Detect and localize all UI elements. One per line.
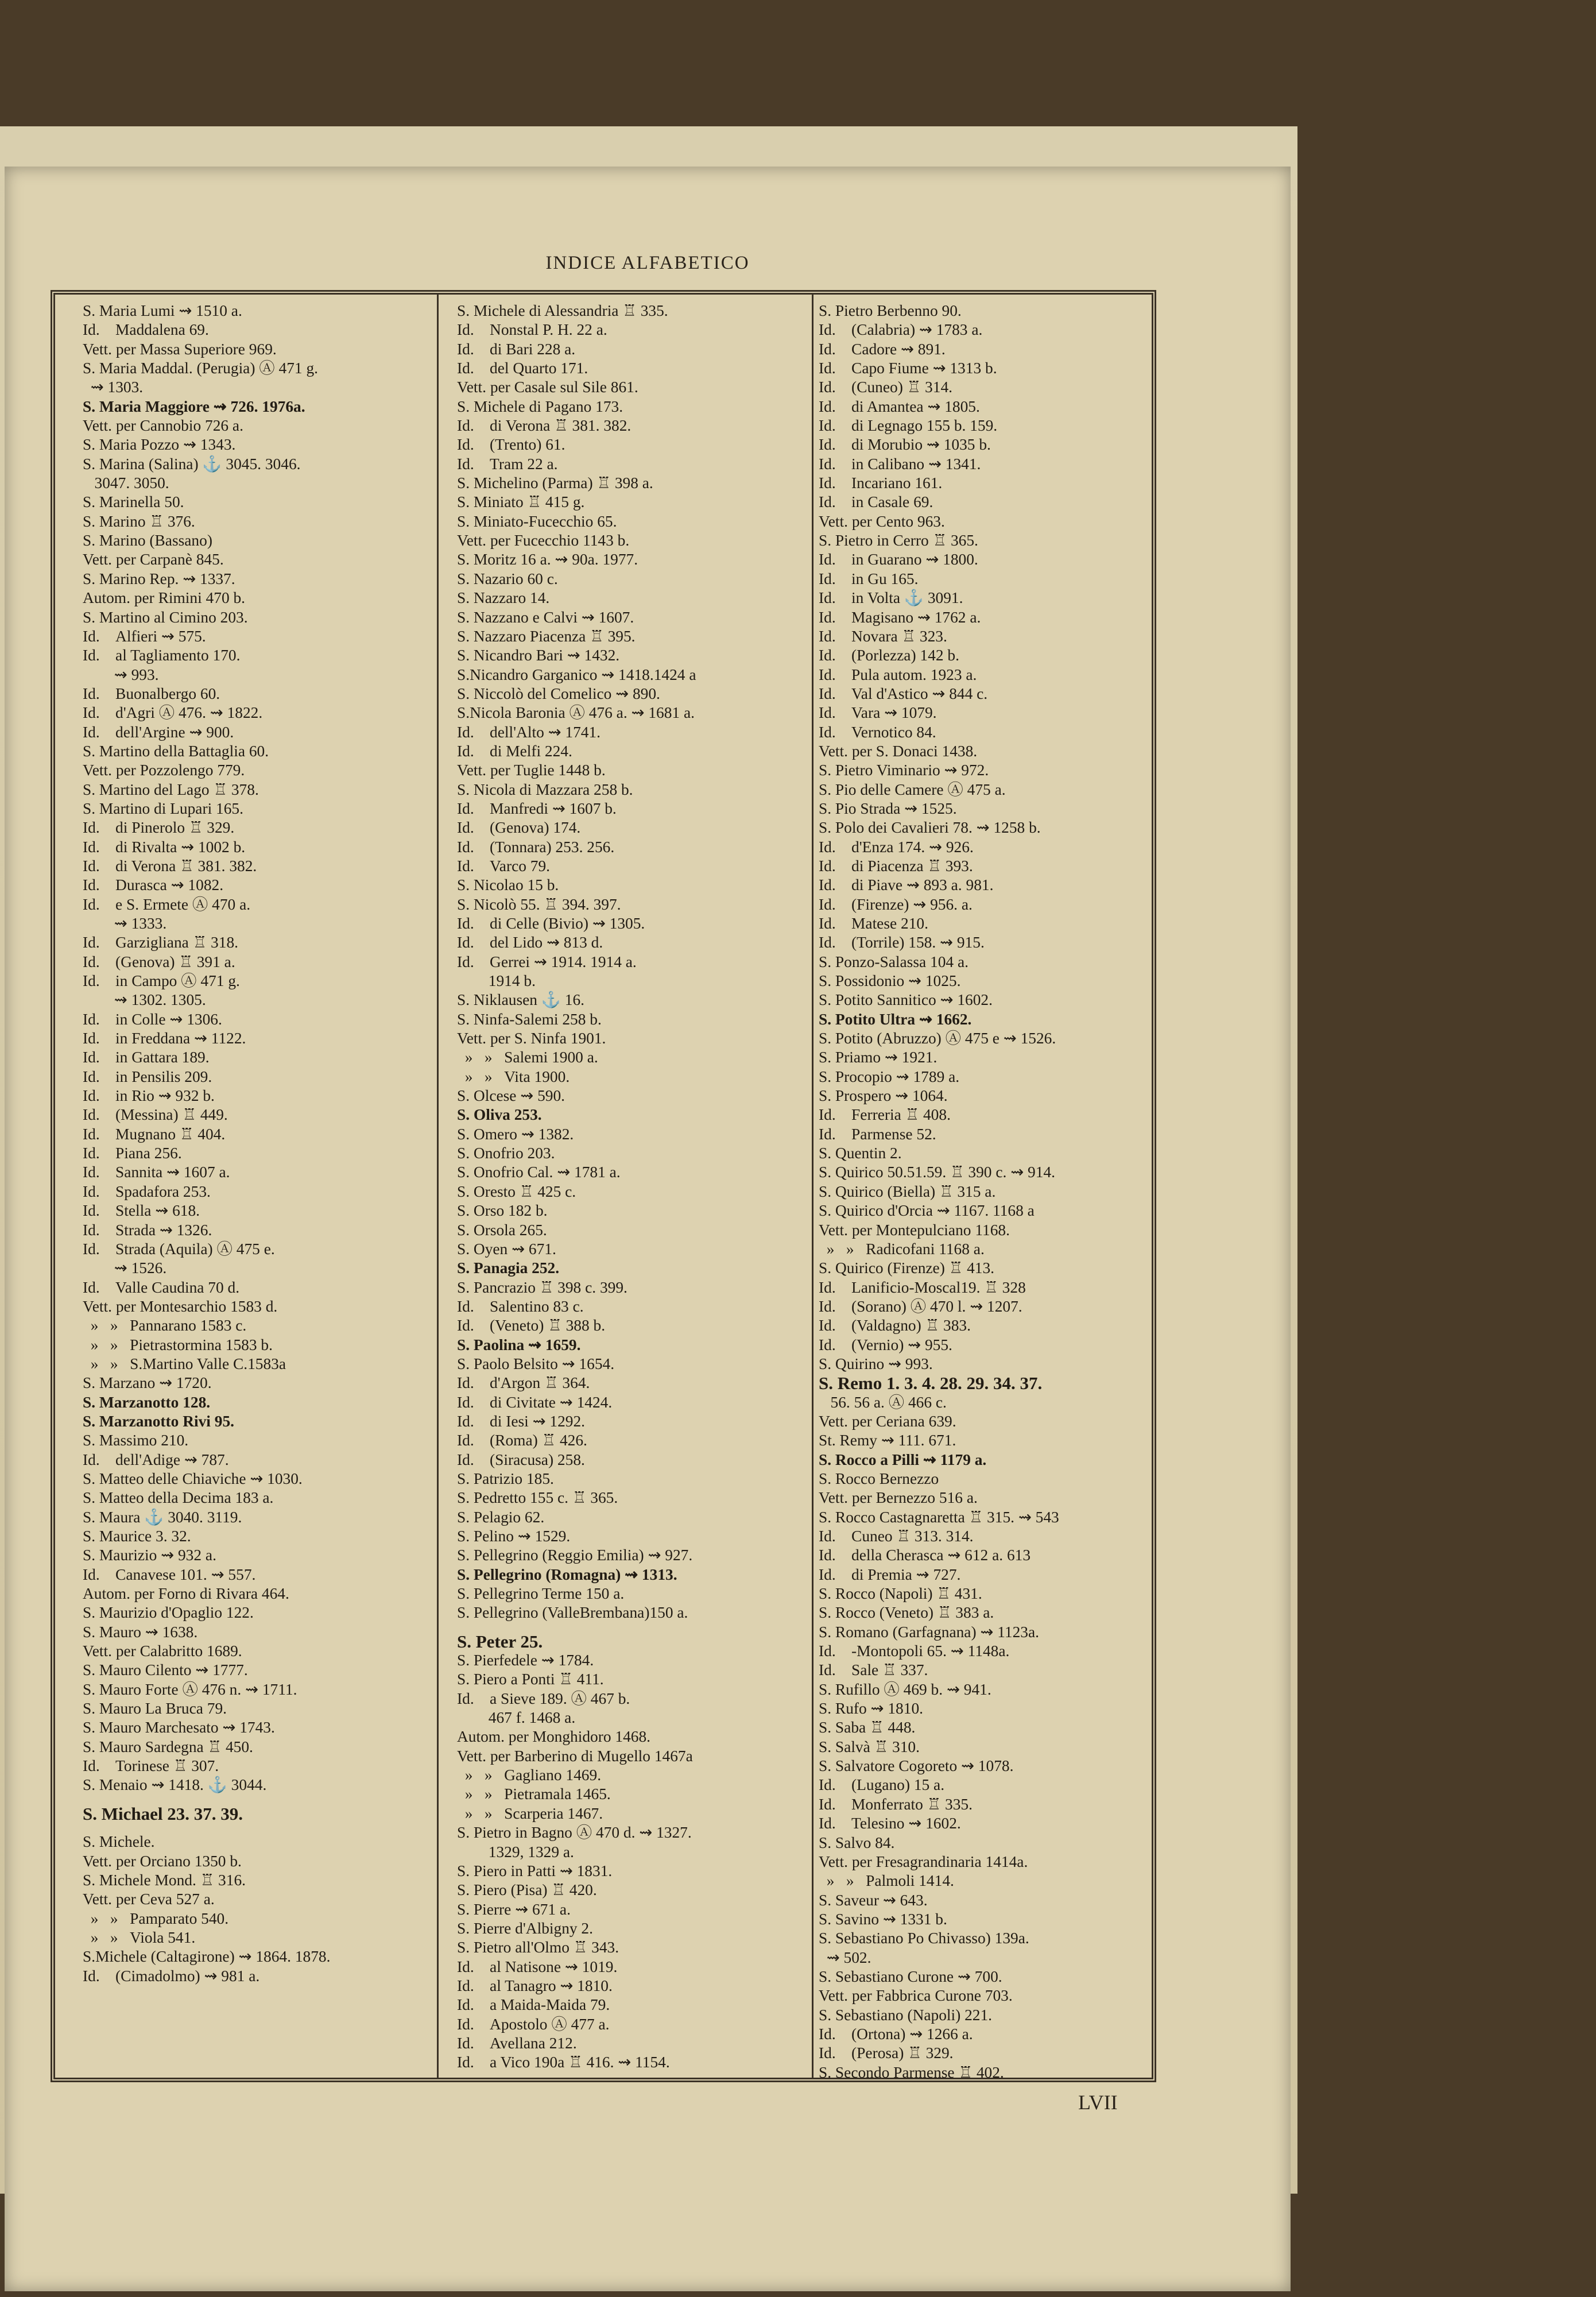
index-entry: Id. Pula autom. 1923 a.: [819, 666, 977, 683]
index-entry: S. Martino della Battaglia 60.: [83, 742, 269, 760]
index-entry: S. Paolina ⇝ 1659.: [457, 1336, 581, 1354]
index-entry: S. Quirico d'Orcia ⇝ 1167. 1168 a: [819, 1202, 1035, 1220]
index-entry: S. Quirino ⇝ 993.: [819, 1355, 933, 1372]
index-entry: S. Martino di Lupari 165.: [83, 799, 243, 817]
index-entry: Vett. per Pozzolengo 779.: [83, 761, 245, 779]
index-entry: » » Pietrastormina 1583 b.: [83, 1336, 273, 1354]
index-entry: Id. Strada ⇝ 1326.: [83, 1221, 212, 1239]
index-entry: Vett. per S. Donaci 1438.: [819, 742, 978, 760]
index-entry: S. Piero in Patti ⇝ 1831.: [457, 1862, 613, 1880]
index-entry: Id. di Piave ⇝ 893 a. 981.: [819, 876, 994, 894]
index-entry: Id. di Verona ♖ 381. 382.: [457, 417, 632, 435]
index-entry: S. Sebastiano Curone ⇝ 700.: [819, 1967, 1002, 1985]
index-entry: S. Marzanotto 128.: [83, 1393, 211, 1411]
index-entry: Id. Gerrei ⇝ 1914. 1914 a.: [457, 953, 637, 970]
index-entry: Id. della Cherasca ⇝ 612 a. 613: [819, 1546, 1031, 1564]
index-entry: » » Scarperia 1467.: [457, 1804, 603, 1822]
index-entry: S. Orsola 265.: [457, 1221, 547, 1239]
index-entry: S. Nicolò 55. ♖ 394. 397.: [457, 895, 621, 913]
index-entry: S. Salvo 84.: [819, 1834, 895, 1851]
index-entry: Id. Garzigliana ♖ 318.: [83, 934, 238, 952]
index-entry: S. Moritz 16 a. ⇝ 90a. 1977.: [457, 551, 638, 569]
index-entry: Id. Maddalena 69.: [83, 321, 209, 339]
index-entry: S. Pellegrino (ValleBrembana)150 a.: [457, 1604, 688, 1622]
index-entry: S. Niccolò del Comelico ⇝ 890.: [457, 685, 660, 702]
index-entry: Id. in Campo Ⓐ 471 g.: [83, 972, 240, 990]
book-page: [5, 167, 1291, 2291]
index-entry: S. Michelino (Parma) ♖ 398 a.: [457, 474, 653, 492]
index-entry: Id. Canavese 101. ⇝ 557.: [83, 1565, 256, 1583]
index-entry: ⇝ 1302. 1305.: [83, 991, 206, 1009]
index-entry: S. Michele.: [83, 1833, 155, 1851]
index-entry: Vett. per S. Ninfa 1901.: [457, 1030, 606, 1047]
index-entry: Autom. per Forno di Rivara 464.: [83, 1585, 289, 1603]
index-entry: S. Michael 23. 37. 39.: [83, 1803, 243, 1824]
index-entry: Id. del Lido ⇝ 813 d.: [457, 934, 603, 952]
index-entry: S. Ponzo-Salassa 104 a.: [819, 953, 969, 970]
index-entry: Id. Lanificio-Moscal19. ♖ 328: [819, 1278, 1026, 1296]
index-entry: Id. a Vico 190a ♖ 416. ⇝ 1154.: [457, 2054, 670, 2071]
index-entry: S. Pierre ⇝ 671 a.: [457, 1900, 571, 1918]
index-entry: Vett. per Ceva 527 a.: [83, 1890, 215, 1908]
index-entry: Id. a Sieve 189. Ⓐ 467 b.: [457, 1689, 630, 1707]
index-entry: Id. a Maida-Maida 79.: [457, 1996, 610, 2014]
index-entry: S. Piero (Pisa) ♖ 420.: [457, 1881, 597, 1899]
page-number: LVII: [1078, 2091, 1118, 2114]
index-entry: Id. Ferreria ♖ 408.: [819, 1106, 951, 1124]
index-entry: Autom. per Monghidoro 1468.: [457, 1728, 651, 1746]
index-entry: Id. dell'Alto ⇝ 1741.: [457, 723, 601, 741]
index-entry: » » Pietramala 1465.: [457, 1785, 611, 1803]
page-header: INDICE ALFABETICO: [545, 253, 750, 273]
index-entry: S. Potito (Abruzzo) Ⓐ 475 e ⇝ 1526.: [819, 1030, 1056, 1047]
index-entry: Id. Spadafora 253.: [83, 1182, 211, 1200]
index-entry: Id. (Vernio) ⇝ 955.: [819, 1336, 952, 1354]
index-entry: Vett. per Orciano 1350 b.: [83, 1852, 242, 1870]
index-entry: Vett. per Fresagrandinaria 1414a.: [819, 1853, 1028, 1870]
index-entry: Id. Matese 210.: [819, 915, 928, 932]
index-entry: S. Pietro Berbenno 90.: [819, 302, 962, 319]
index-entry: S. Secondo Parmense ♖ 402.: [819, 2063, 1004, 2081]
index-entry: Id. Cuneo ♖ 313. 314.: [819, 1528, 974, 1545]
index-entry: S. Matteo della Decima 183 a.: [83, 1489, 274, 1507]
index-entry: S. Pietro Viminario ⇝ 972.: [819, 761, 989, 779]
index-entry: Id. (Ortona) ⇝ 1266 a.: [819, 2025, 973, 2043]
index-entry: Id. del Quarto 171.: [457, 359, 588, 377]
index-entry: » » Pamparato 540.: [83, 1909, 229, 1927]
index-entry: S. Nicolao 15 b.: [457, 876, 559, 894]
index-entry: » » Salemi 1900 a.: [457, 1049, 598, 1066]
index-entry: » » Pannarano 1583 c.: [83, 1317, 247, 1335]
index-entry: S. Pelino ⇝ 1529.: [457, 1528, 571, 1545]
index-entry: S. Prospero ⇝ 1064.: [819, 1087, 948, 1105]
index-column-1: [83, 301, 427, 2072]
index-entry: Id. Cadore ⇝ 891.: [819, 340, 946, 358]
index-entry: Vett. per Casale sul Sile 861.: [457, 378, 638, 396]
index-entry: 1329, 1329 a.: [457, 1843, 574, 1861]
index-entry: Id. dell'Argine ⇝ 900.: [83, 723, 234, 741]
index-entry: 56. 56 a. Ⓐ 466 c.: [819, 1393, 947, 1411]
index-entry: Id. Capo Fiume ⇝ 1313 b.: [819, 359, 997, 377]
index-entry: Id. di Legnago 155 b. 159.: [819, 417, 998, 435]
index-entry: Id. di Rivalta ⇝ 1002 b.: [83, 838, 246, 856]
index-entry: Id. Val d'Astico ⇝ 844 c.: [819, 685, 988, 702]
index-entry: S. Pelagio 62.: [457, 1508, 545, 1526]
index-entry: S. Potito Ultra ⇝ 1662.: [819, 1010, 972, 1028]
index-entry: Id. di Verona ♖ 381. 382.: [83, 857, 257, 875]
index-entry: S. Pio delle Camere Ⓐ 475 a.: [819, 780, 1006, 798]
index-entry: Id. di Morubio ⇝ 1035 b.: [819, 436, 991, 454]
index-entry: Id. (Porlezza) 142 b.: [819, 647, 959, 664]
index-entry: Id. (Cuneo) ♖ 314.: [819, 378, 952, 396]
index-entry: S. Mauro La Bruca 79.: [83, 1700, 227, 1718]
index-entry: S. Pellegrino Terme 150 a.: [457, 1585, 625, 1603]
index-frame: [51, 290, 1156, 2082]
index-entry: S. Nicola di Mazzara 258 b.: [457, 780, 633, 798]
index-entry: S. Pietro in Cerro ♖ 365.: [819, 532, 978, 550]
index-entry: S. Pietro all'Olmo ♖ 343.: [457, 1939, 619, 1956]
index-entry: S. Maurizio ⇝ 932 a.: [83, 1546, 216, 1564]
index-entry: S. Oresto ♖ 425 c.: [457, 1182, 576, 1200]
index-entry: S. Potito Sannitico ⇝ 1602.: [819, 991, 993, 1009]
index-entry: S. Rufo ⇝ 1810.: [819, 1700, 923, 1718]
index-entry: S. Maria Maggiore ⇝ 726. 1976a.: [83, 397, 305, 415]
index-entry: S. Rocco Castagnaretta ♖ 315. ⇝ 543: [819, 1508, 1059, 1526]
index-entry: S. Niklausen ⚓ 16.: [457, 991, 585, 1009]
index-entry: Id. (Roma) ♖ 426.: [457, 1432, 587, 1449]
index-entry: Id. Novara ♖ 323.: [819, 627, 947, 645]
index-entry: Vett. per Montepulciano 1168.: [819, 1221, 1010, 1239]
index-entry: S. Maria Pozzo ⇝ 1343.: [83, 436, 236, 454]
index-column-2: [457, 301, 813, 2072]
index-entry: Id. e S. Ermete Ⓐ 470 a.: [83, 895, 251, 913]
index-entry: S. Pierre d'Albigny 2.: [457, 1919, 593, 1937]
index-entry: Id. di Iesi ⇝ 1292.: [457, 1412, 586, 1430]
index-entry: S. Nazzaro Piacenza ♖ 395.: [457, 627, 636, 645]
index-entry: Vett. per Carpanè 845.: [83, 551, 224, 569]
index-entry: S.Michele (Caltagirone) ⇝ 1864. 1878.: [83, 1948, 331, 1966]
index-entry: S. Onofrio Cal. ⇝ 1781 a.: [457, 1163, 621, 1181]
index-entry: Id. Varco 79.: [457, 857, 551, 875]
index-entry: S. Pellegrino (Romagna) ⇝ 1313.: [457, 1565, 677, 1583]
index-entry: Id. Parmense 52.: [819, 1125, 936, 1143]
index-entry: » » Viola 541.: [83, 1928, 196, 1946]
index-entry: S. Maurice 3. 32.: [83, 1528, 191, 1545]
index-entry: S. Salvà ♖ 310.: [819, 1738, 920, 1755]
index-entry: Id. in Colle ⇝ 1306.: [83, 1010, 222, 1028]
index-entry: Id. (Genova) 174.: [457, 819, 581, 837]
index-entry: S. Romano (Garfagnana) ⇝ 1123a.: [819, 1623, 1039, 1641]
index-entry: Id. in Casale 69.: [819, 493, 933, 511]
index-entry: S. Peter 25.: [457, 1631, 543, 1652]
index-entry: ⇝ 993.: [83, 666, 159, 683]
index-entry: S. Panagia 252.: [457, 1259, 560, 1277]
index-entry: S. Mauro Sardegna ♖ 450.: [83, 1738, 253, 1755]
index-entry: Id. d'Argon ♖ 364.: [457, 1374, 590, 1392]
index-entry: Id. in Guarano ⇝ 1800.: [819, 551, 978, 569]
spacer: [83, 1795, 427, 1804]
index-entry: Vett. per Calabritto 1689.: [83, 1642, 242, 1660]
index-column-3: [819, 301, 1152, 2081]
index-entry: S. Matteo delle Chiaviche ⇝ 1030.: [83, 1470, 303, 1487]
index-entry: Id. in Volta ⚓ 3091.: [819, 589, 963, 607]
index-entry: Id. (Trento) 61.: [457, 436, 565, 454]
index-entry: Id. (Messina) ♖ 449.: [83, 1106, 228, 1124]
index-entry: S. Olcese ⇝ 590.: [457, 1087, 565, 1105]
index-entry: S. Marino (Bassano): [83, 532, 212, 550]
index-entry: S. Nazario 60 c.: [457, 570, 558, 587]
index-entry: S. Nazzano e Calvi ⇝ 1607.: [457, 608, 634, 626]
index-entry: S. Quirico (Biella) ♖ 315 a.: [819, 1182, 996, 1200]
index-entry: S. Maurizio d'Opaglio 122.: [83, 1604, 254, 1622]
index-entry: Id. Apostolo Ⓐ 477 a.: [457, 2015, 610, 2033]
index-entry: Id. Incariano 161.: [819, 474, 943, 492]
index-entry: Vett. per Bernezzo 516 a.: [819, 1489, 978, 1507]
index-entry: Id. al Tagliamento 170.: [83, 647, 241, 664]
index-entry: S. Nicandro Bari ⇝ 1432.: [457, 647, 620, 664]
index-entry: Id. Durasca ⇝ 1082.: [83, 876, 224, 894]
index-entry: S. Quentin 2.: [819, 1144, 902, 1162]
index-entry: S. Remo 1. 3. 4. 28. 29. 34. 37.: [819, 1373, 1043, 1394]
index-entry: S. Pio Strada ⇝ 1525.: [819, 799, 957, 817]
index-entry: » » S.Martino Valle C.1583a: [83, 1355, 286, 1372]
index-entry: S. Rufillo Ⓐ 469 b. ⇝ 941.: [819, 1680, 991, 1698]
index-entry: Id. (Perosa) ♖ 329.: [819, 2044, 954, 2062]
index-entry: S. Marino ♖ 376.: [83, 512, 195, 530]
index-entry: S. Rocco (Napoli) ♖ 431.: [819, 1585, 982, 1603]
index-entry: S. Maura ⚓ 3040. 3119.: [83, 1508, 242, 1526]
index-entry: S. Martino al Cimino 203.: [83, 608, 248, 626]
index-entry: S. Salvatore Cogoreto ⇝ 1078.: [819, 1757, 1014, 1775]
index-entry: S. Michele Mond. ♖ 316.: [83, 1871, 246, 1889]
index-entry: Id. in Pensilis 209.: [83, 1068, 212, 1085]
index-entry: S. Marina (Salina) ⚓ 3045. 3046.: [83, 455, 301, 473]
index-entry: Id. (Tonnara) 253. 256.: [457, 838, 615, 856]
index-entry: S. Saveur ⇝ 643.: [819, 1891, 928, 1909]
index-entry: » » Vita 1900.: [457, 1068, 570, 1085]
index-entry: Id. (Calabria) ⇝ 1783 a.: [819, 321, 983, 339]
index-entry: » » Gagliano 1469.: [457, 1766, 602, 1784]
index-entry: S. Saba ♖ 448.: [819, 1719, 916, 1737]
index-entry: Vett. per Massa Superiore 969.: [83, 340, 277, 358]
index-entry: Vett. per Ceriana 639.: [819, 1412, 956, 1430]
index-entry: Vett. per Cannobio 726 a.: [83, 417, 243, 435]
index-entry: S. Mauro ⇝ 1638.: [83, 1623, 198, 1641]
column-separator: [812, 295, 814, 2078]
index-entry: Id. di Piacenza ♖ 393.: [819, 857, 973, 875]
index-entry: S. Sebastiano Po Chivasso) 139a.: [819, 1929, 1029, 1947]
index-entry: Id. (Valdagno) ♖ 383.: [819, 1317, 971, 1335]
spacer: [83, 1823, 427, 1832]
index-entry: S. Paolo Belsito ⇝ 1654.: [457, 1355, 615, 1372]
index-entry: S. Mauro Forte Ⓐ 476 n. ⇝ 1711.: [83, 1680, 297, 1698]
index-entry: Id. (Siracusa) 258.: [457, 1451, 585, 1468]
index-entry: Id. Nonstal P. H. 22 a.: [457, 321, 607, 339]
index-entry: Id. di Amantea ⇝ 1805.: [819, 397, 980, 415]
index-entry: Id. -Montopoli 65. ⇝ 1148a.: [819, 1642, 1010, 1660]
index-entry: S. Marzano ⇝ 1720.: [83, 1374, 212, 1392]
index-entry: Id. Torinese ♖ 307.: [83, 1757, 219, 1775]
index-entry: ⇝ 1333.: [83, 915, 167, 932]
index-entry: Id. Manfredi ⇝ 1607 b.: [457, 799, 617, 817]
index-entry: S. Marzanotto Rivi 95.: [83, 1412, 234, 1430]
index-entry: S. Savino ⇝ 1331 b.: [819, 1910, 947, 1928]
index-entry: S.Nicola Baronia Ⓐ 476 a. ⇝ 1681 a.: [457, 704, 695, 722]
index-entry: Id. Avellana 212.: [457, 2034, 577, 2052]
index-entry: Id. (Cimadolmo) ⇝ 981 a.: [83, 1967, 260, 1985]
index-entry: S. Quirico 50.51.59. ♖ 390 c. ⇝ 914.: [819, 1163, 1055, 1181]
index-entry: Id. di Bari 228 a.: [457, 340, 576, 358]
index-entry: Vett. per Montesarchio 1583 d.: [83, 1297, 278, 1315]
index-entry: 467 f. 1468 a.: [457, 1709, 576, 1727]
index-entry: Id. Stella ⇝ 618.: [83, 1202, 200, 1220]
index-entry: Id. (Torrile) 158. ⇝ 915.: [819, 934, 985, 952]
index-entry: Id. in Rio ⇝ 932 b.: [83, 1087, 215, 1105]
index-entry: Id. in Freddana ⇝ 1122.: [83, 1030, 246, 1047]
index-entry: S. Maria Maddal. (Perugia) Ⓐ 471 g.: [83, 359, 319, 377]
index-entry: Id. d'Enza 174. ⇝ 926.: [819, 838, 974, 856]
index-entry: 1914 b.: [457, 972, 536, 990]
index-entry: Id. al Natisone ⇝ 1019.: [457, 1958, 618, 1975]
index-entry: Vett. per Barberino di Mugello 1467a: [457, 1747, 693, 1765]
index-entry: S. Oliva 253.: [457, 1106, 542, 1124]
index-entry: Id. Strada (Aquila) Ⓐ 475 e.: [83, 1240, 275, 1258]
index-entry: S. Marino Rep. ⇝ 1337.: [83, 570, 235, 587]
spacer: [457, 1623, 813, 1632]
index-entry: Vett. per Fucecchio 1143 b.: [457, 532, 630, 550]
index-entry: S. Nazzaro 14.: [457, 589, 550, 607]
index-entry: Id. di Premia ⇝ 727.: [819, 1565, 961, 1583]
index-entry: Autom. per Rimini 470 b.: [83, 589, 246, 607]
index-entry: S. Rocco Bernezzo: [819, 1470, 939, 1487]
index-entry: Id. Alfieri ⇝ 575.: [83, 627, 206, 645]
index-entry: Id. Magisano ⇝ 1762 a.: [819, 608, 981, 626]
index-entry: S. Patrizio 185.: [457, 1470, 554, 1487]
index-entry: ⇝ 502.: [819, 1948, 871, 1966]
index-entry: S.Nicandro Garganico ⇝ 1418.1424 a: [457, 666, 696, 683]
index-entry: Id. Monferrato ♖ 335.: [819, 1795, 973, 1813]
index-entry: Id. Mugnano ♖ 404.: [83, 1125, 226, 1143]
index-entry: S. Omero ⇝ 1382.: [457, 1125, 574, 1143]
index-entry: S. Pierfedele ⇝ 1784.: [457, 1652, 594, 1669]
index-entry: Id. Telesino ⇝ 1602.: [819, 1815, 961, 1832]
index-entry: Id. di Pinerolo ♖ 329.: [83, 819, 235, 837]
index-entry: Id. Buonalbergo 60.: [83, 685, 220, 702]
index-entry: S. Miniato ♖ 415 g.: [457, 493, 585, 511]
index-entry: Id. Sale ♖ 337.: [819, 1661, 928, 1679]
index-entry: S. Polo dei Cavalieri 78. ⇝ 1258 b.: [819, 819, 1041, 837]
index-entry: » » Palmoli 1414.: [819, 1872, 954, 1890]
index-entry: Id. di Civitate ⇝ 1424.: [457, 1393, 613, 1411]
index-entry: Id. Tram 22 a.: [457, 455, 558, 473]
index-entry: S. Rocco (Veneto) ♖ 383 a.: [819, 1604, 994, 1622]
index-entry: Id. (Lugano) 15 a.: [819, 1776, 945, 1794]
index-entry: Id. Valle Caudina 70 d.: [83, 1278, 240, 1296]
index-entry: Vett. per Cento 963.: [819, 512, 945, 530]
index-entry: S. Miniato-Fucecchio 65.: [457, 512, 617, 530]
index-entry: S. Quirico (Firenze) ♖ 413.: [819, 1259, 995, 1277]
index-entry: Id. Sannita ⇝ 1607 a.: [83, 1163, 230, 1181]
index-entry: S. Sebastiano (Napoli) 221.: [819, 2006, 993, 2024]
index-entry: » » Radicofani 1168 a.: [819, 1240, 985, 1258]
index-entry: Id. (Veneto) ♖ 388 b.: [457, 1317, 606, 1335]
index-entry: S. Mauro Marchesato ⇝ 1743.: [83, 1719, 275, 1737]
column-separator: [437, 295, 439, 2078]
index-entry: Id. in Calibano ⇝ 1341.: [819, 455, 981, 473]
index-entry: S. Ninfa-Salemi 258 b.: [457, 1010, 602, 1028]
index-entry: S. Procopio ⇝ 1789 a.: [819, 1068, 960, 1085]
index-entry: S. Menaio ⇝ 1418. ⚓ 3044.: [83, 1776, 267, 1794]
index-entry: Id. (Genova) ♖ 391 a.: [83, 953, 235, 970]
index-entry: S. Priamo ⇝ 1921.: [819, 1049, 938, 1066]
index-entry: S. Massimo 210.: [83, 1432, 189, 1449]
index-entry: S. Piero a Ponti ♖ 411.: [457, 1670, 604, 1688]
index-entry: Id. Vernotico 84.: [819, 723, 936, 741]
index-entry: St. Remy ⇝ 111. 671.: [819, 1432, 956, 1449]
index-entry: ⇝ 1303.: [83, 378, 144, 396]
index-entry: S. Rocco a Pilli ⇝ 1179 a.: [819, 1451, 987, 1468]
index-entry: Vett. per Tuglie 1448 b.: [457, 761, 606, 779]
index-entry: S. Michele di Alessandria ♖ 335.: [457, 302, 668, 319]
index-entry: Id. Piana 256.: [83, 1144, 182, 1162]
index-entry: Id. Salentino 83 c.: [457, 1297, 584, 1315]
index-entry: Id. al Tanagro ⇝ 1810.: [457, 1977, 613, 1994]
index-entry: S. Pedretto 155 c. ♖ 365.: [457, 1489, 618, 1507]
index-entry: S. Possidonio ⇝ 1025.: [819, 972, 961, 990]
index-entry: Id. (Firenze) ⇝ 956. a.: [819, 895, 973, 913]
index-entry: Id. Vara ⇝ 1079.: [819, 704, 937, 722]
index-entry: S. Marinella 50.: [83, 493, 184, 511]
index-entry: Id. (Sorano) Ⓐ 470 l. ⇝ 1207.: [819, 1297, 1022, 1315]
index-entry: S. Pellegrino (Reggio Emilia) ⇝ 927.: [457, 1546, 693, 1564]
index-entry: Id. dell'Adige ⇝ 787.: [83, 1451, 229, 1468]
index-entry: ⇝ 1526.: [83, 1259, 167, 1277]
index-entry: Id. di Celle (Bivio) ⇝ 1305.: [457, 915, 645, 932]
index-entry: Id. in Gu 165.: [819, 570, 919, 587]
index-entry: 3047. 3050.: [83, 474, 169, 492]
index-entry: S. Pancrazio ♖ 398 c. 399.: [457, 1278, 627, 1296]
index-entry: S. Oyen ⇝ 671.: [457, 1240, 556, 1258]
index-entry: S. Martino del Lago ♖ 378.: [83, 780, 259, 798]
index-entry: Id. d'Agri Ⓐ 476. ⇝ 1822.: [83, 704, 263, 722]
index-entry: Id. di Melfi 224.: [457, 742, 572, 760]
index-entry: S. Michele di Pagano 173.: [457, 397, 623, 415]
index-entry: S. Mauro Cilento ⇝ 1777.: [83, 1661, 248, 1679]
index-entry: S. Maria Lumi ⇝ 1510 a.: [83, 302, 242, 319]
index-entry: Vett. per Fabbrica Curone 703.: [819, 1987, 1013, 2005]
index-entry: S. Pietro in Bagno Ⓐ 470 d. ⇝ 1327.: [457, 1824, 692, 1842]
index-entry: S. Onofrio 203.: [457, 1144, 555, 1162]
index-entry: S. Orso 182 b.: [457, 1202, 548, 1220]
index-entry: Id. in Gattara 189.: [83, 1049, 210, 1066]
